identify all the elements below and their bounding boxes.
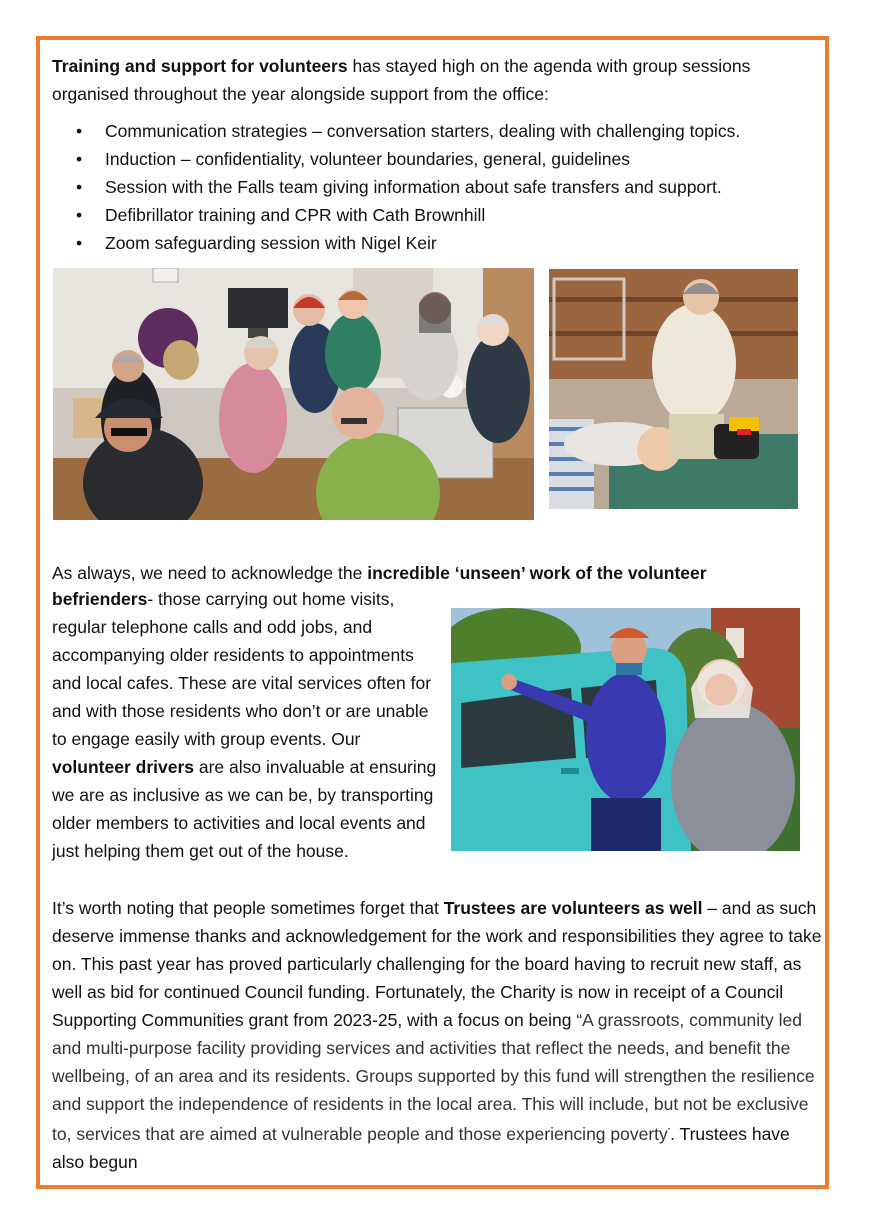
befrienders-text2: are also invaluable at ensuring we are as inclusive as we can be, by transporting older members to activities and local events and just helping them get out of the house. xyxy=(52,757,437,861)
list-item: • Zoom safeguarding session with Nigel Keir xyxy=(52,229,822,257)
intro-bold: Training and support for volunteers xyxy=(52,56,348,76)
befrienders-bold-line2: befrienders xyxy=(52,589,148,609)
trustees-text2: . Trustees have also begun xyxy=(52,1123,790,1172)
training-list xyxy=(52,117,822,257)
befrienders-lead: As always, we need to acknowledge the xyxy=(52,563,368,583)
intro-text: has stayed high on the agenda with group sessions organised throughout the year alongside support from the office: xyxy=(52,56,751,104)
group-session-photo xyxy=(53,268,534,520)
list-item: • Session with the Falls team giving information about safe transfers and support. xyxy=(52,173,822,201)
volunteer-drivers-bold: volunteer drivers xyxy=(52,757,194,777)
quote-end-mark: ” xyxy=(667,1128,671,1135)
befrienders-lead-line xyxy=(52,559,822,587)
volunteer-driver-photo xyxy=(451,608,800,851)
befrienders-text1: - those carrying out home visits, regular telephone calls and odd jobs, and accompanying older residents to appointments and local cafes. These are vital services often for and with those residents who don’t or are unable to engage easily with group events. Our xyxy=(52,589,432,749)
befrienders-bold-line1: incredible ‘unseen’ work of the volunteer xyxy=(367,563,707,583)
trustees-text1: – and as such deserve immense thanks and acknowledgement for the work and responsibilities they agree to take on. This past year has proved particularly challenging for the board having to recruit new staff, as well as bid for continued Council funding. Fortunately, the Charity is now in receipt of a Council Supporting Communities grant from 2023-25, with a focus on being xyxy=(52,898,822,1030)
grant-quote: “A grassroots, community led and multi-purpose facility providing services and activities that reflect the needs, and benefit the wellbeing, of an area and its residents. Groups supported by this fund will strengthen the resilience and support the independence of residents in the local area. This will include, but not be exclusive to, services that are aimed at vulnerable people and those experiencing poverty xyxy=(52,1010,815,1144)
list-item: • Communication strategies – conversation starters, dealing with challenging topics. xyxy=(52,117,822,145)
intro-paragraph xyxy=(52,52,822,108)
trustees-lead: It’s worth noting that people sometimes forget that xyxy=(52,898,444,918)
trustees-bold: Trustees are volunteers as well xyxy=(443,898,703,918)
list-item: • Defibrillator training and CPR with Cath Brownhill xyxy=(52,201,822,229)
cpr-training-photo xyxy=(549,269,798,509)
trustees-paragraph xyxy=(52,894,822,1176)
befrienders-paragraph xyxy=(52,585,440,865)
list-item: • Induction – confidentiality, volunteer boundaries, general, guidelines xyxy=(52,145,822,173)
